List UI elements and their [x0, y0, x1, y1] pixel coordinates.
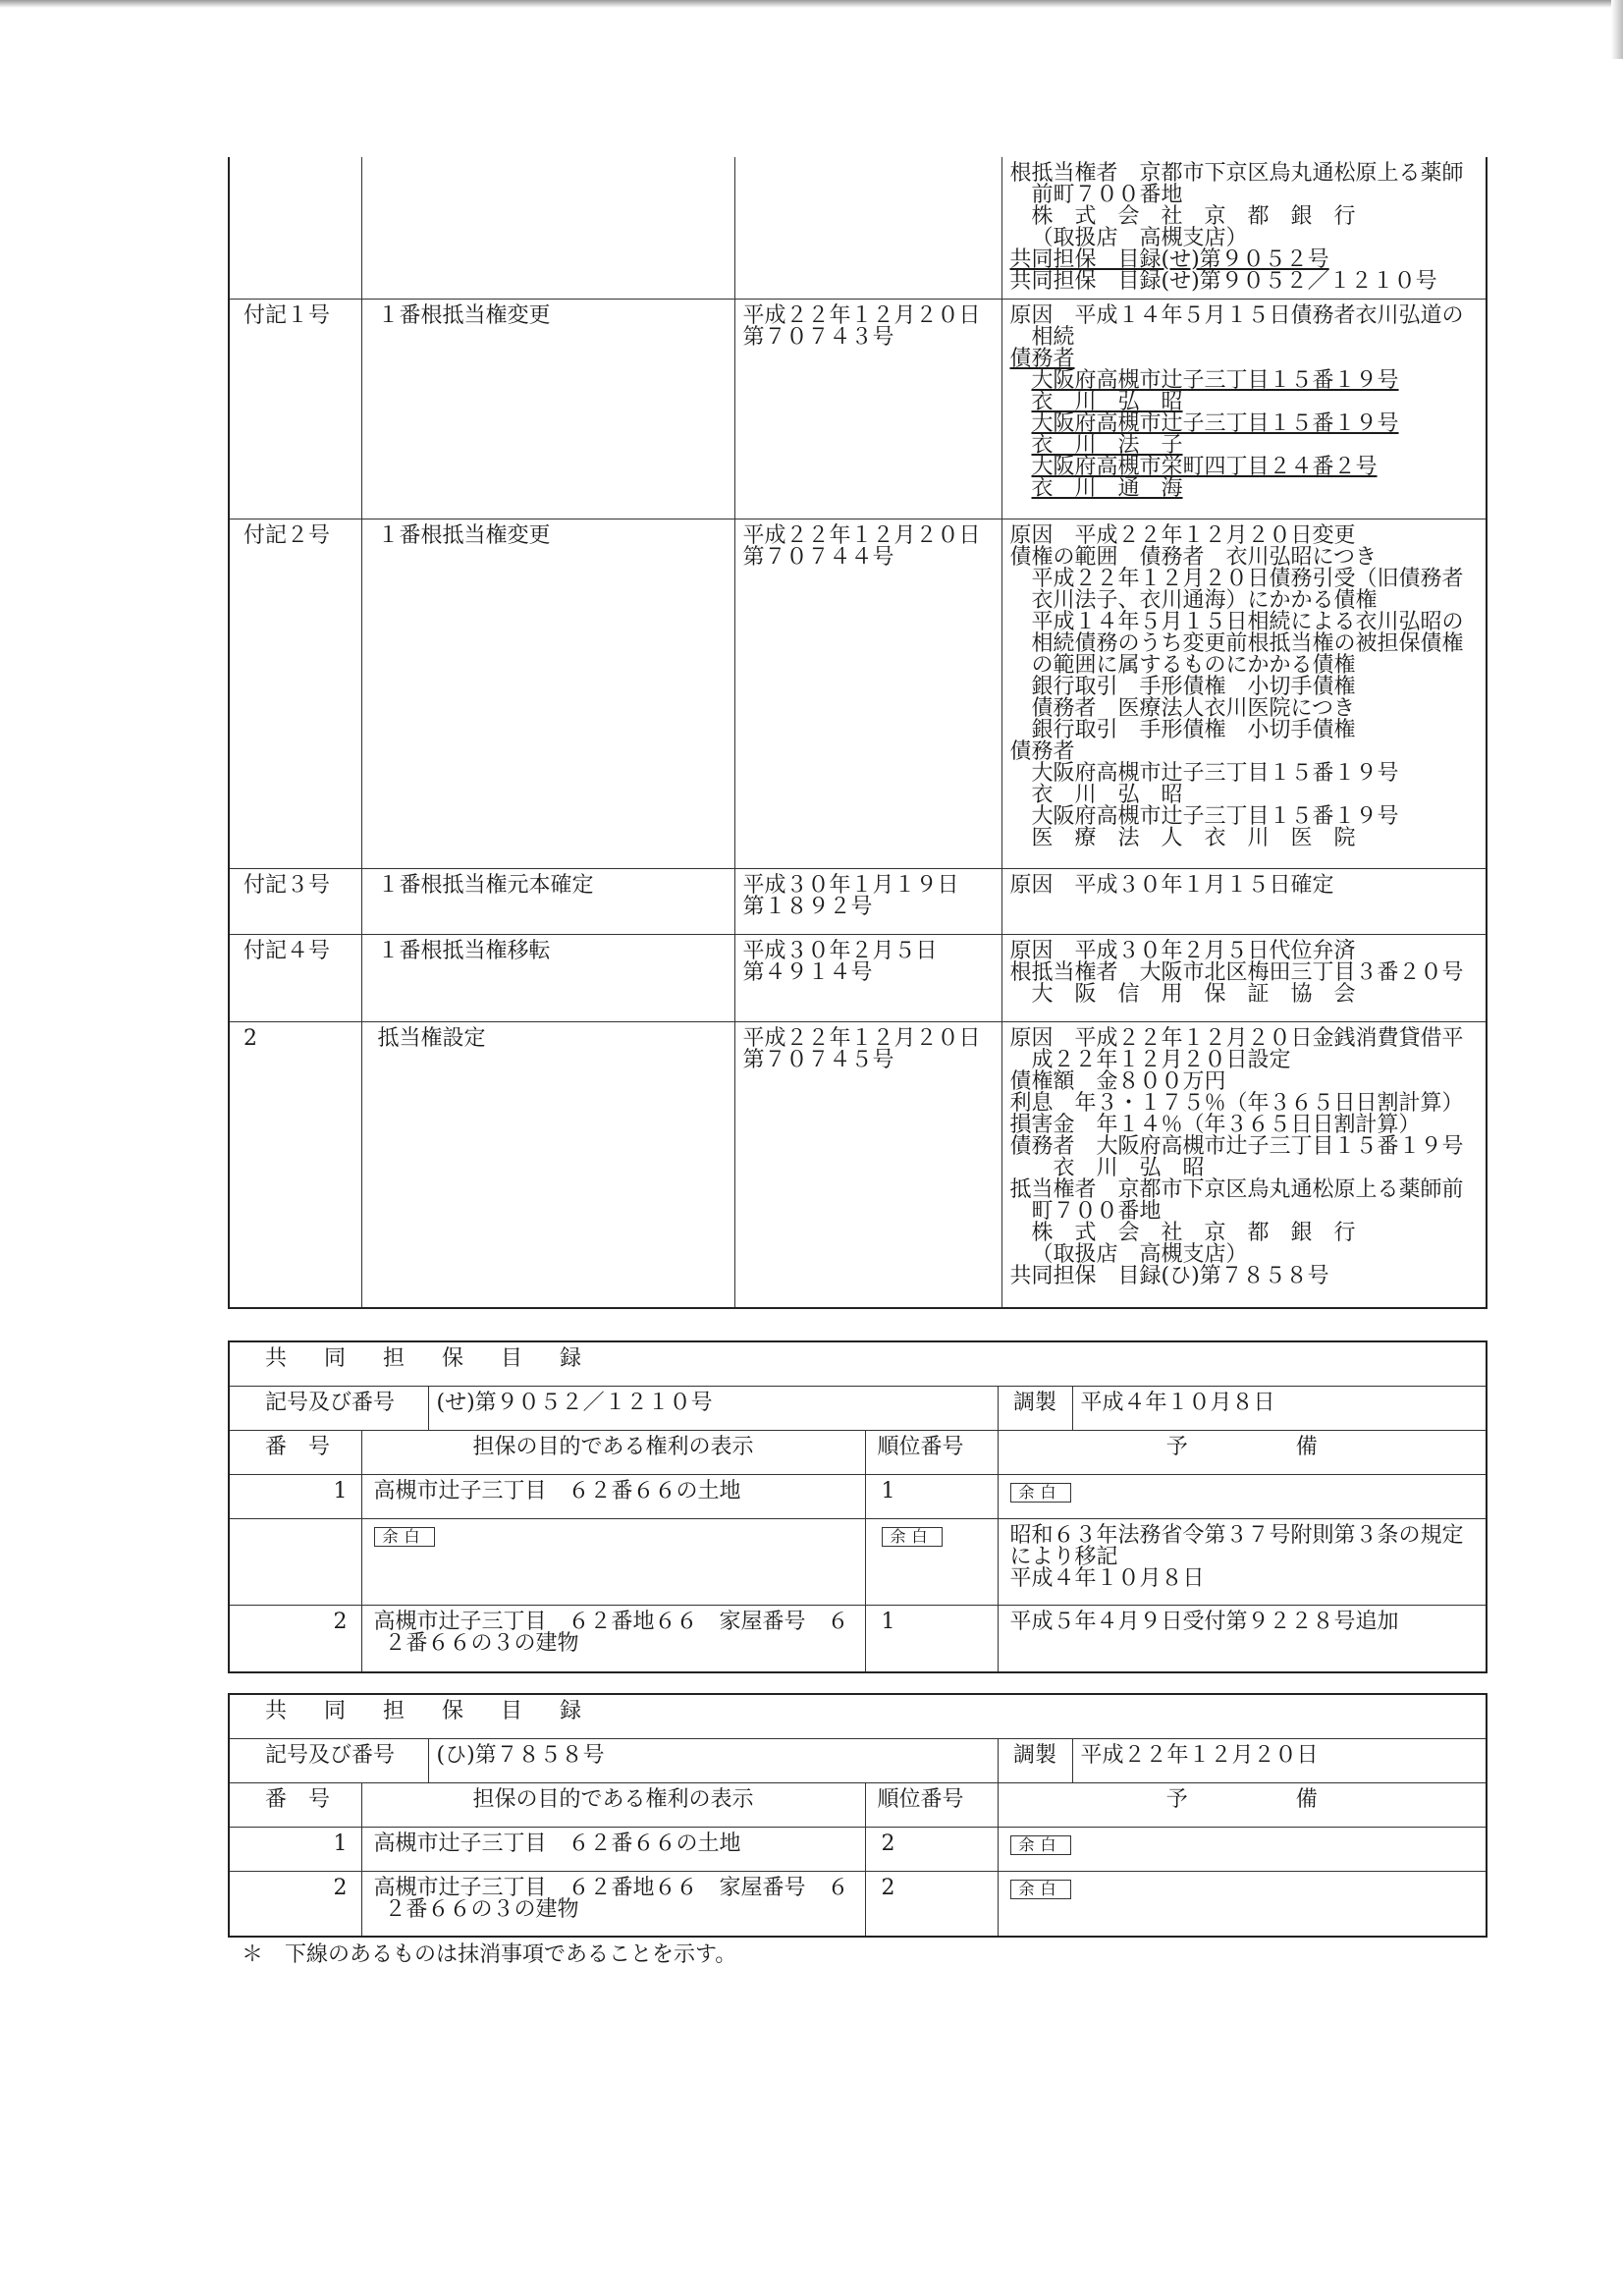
collateral-description [361, 1606, 865, 1672]
description-line: 高槻市辻子三丁目 ６２番６６の土地 [373, 1479, 741, 1503]
joint-collateral-list-2 [228, 1693, 1488, 1938]
entry-number-cell: 付記４号 [229, 935, 361, 1022]
table-row [229, 519, 1487, 869]
detail-text: （取扱店 高槻支店） [1031, 226, 1248, 250]
detail-text: 大阪府高槻市辻子三丁目１５番１９号 [1031, 804, 1399, 829]
description-line: ２番６６の３の建物 [384, 1631, 579, 1656]
collateral-description [361, 1872, 865, 1937]
entry-number-cell: 付記２号 [229, 519, 361, 869]
collateral-remarks [998, 1828, 1487, 1872]
detail-text: 銀行取引 手形債権 小切手債権 [1031, 718, 1356, 742]
detail-line [1010, 1223, 1479, 1244]
table-row [229, 300, 1487, 519]
collateral-description [361, 1519, 865, 1606]
detail-line [1010, 206, 1479, 228]
scan-edge-top [0, 0, 1623, 8]
purpose-cell: １番根抵当権移転 [361, 935, 734, 1022]
prepared-label: 調製 [998, 1739, 1072, 1783]
detail-line [1010, 370, 1479, 392]
collateral-rank [865, 1519, 998, 1606]
rights-table-body [229, 157, 1487, 1308]
collateral-number: 2 [229, 1606, 361, 1672]
blank-stamp: 余白 [882, 1527, 943, 1547]
detail-line [1010, 698, 1479, 720]
detail-line [1010, 305, 1479, 327]
detail-line [1010, 720, 1479, 741]
collateral-rank: 1 [865, 1475, 998, 1519]
detail-line [1010, 1028, 1479, 1050]
detail-line [1010, 1266, 1479, 1287]
detail-line [1010, 633, 1479, 655]
detail-text: 共同担保 目録(ひ)第７８５８号 [1009, 1264, 1329, 1288]
joint-collateral-list-1 [228, 1340, 1488, 1673]
struck-detail-text: 衣 川 法 子 [1031, 433, 1183, 458]
blank-stamp: 余白 [1010, 1835, 1071, 1855]
collateral-remarks [998, 1606, 1487, 1672]
detail-line [1010, 1201, 1479, 1223]
table-row [229, 157, 1487, 300]
detail-text: 銀行取引 手形債権 小切手債権 [1031, 675, 1356, 699]
detail-text: 共同担保 目録(せ)第９０５２／１２１０号 [1009, 269, 1437, 294]
receipt-line: 第７０７４４号 [742, 545, 894, 570]
receipt-cell [734, 1022, 1001, 1308]
detail-line [1010, 828, 1479, 849]
detail-text: 衣 川 弘 昭 [1031, 783, 1183, 807]
details-cell [1001, 300, 1487, 519]
blank-stamp: 余白 [1010, 1880, 1071, 1899]
struck-detail-text: 共同担保 目録(せ)第９０５２号 [1009, 247, 1329, 272]
detail-line [1010, 547, 1479, 569]
collateral-row [229, 1872, 1487, 1937]
receipt-line: 第７０７４５号 [742, 1048, 894, 1072]
remarks-line: 昭和６３年法務省令第３７号附則第３条の規定 [1009, 1523, 1464, 1548]
detail-text: 前町７００番地 [1031, 183, 1183, 207]
receipt-cell [734, 935, 1001, 1022]
detail-text: 利息 年３・１７５％（年３６５日日割計算） [1009, 1091, 1464, 1116]
remarks-line: 平成５年４月９日受付第９２２８号追加 [1009, 1610, 1399, 1634]
entry-number-cell: 2 [229, 1022, 361, 1308]
list-id-row [229, 1387, 1487, 1431]
detail-line [1010, 806, 1479, 828]
collateral-description [361, 1828, 865, 1872]
detail-text: 根抵当権者 京都市下京区烏丸通松原上る薬師 [1009, 161, 1464, 186]
prepared-date: 平成２２年１２月２０日 [1072, 1739, 1487, 1783]
remarks-header: 予 備 [998, 1783, 1487, 1828]
detail-line [1010, 435, 1479, 457]
struck-detail-text: 衣 川 通 海 [1031, 476, 1183, 501]
detail-text: 根抵当権者 大阪市北区梅田三丁目３番２０号 [1009, 960, 1464, 985]
collateral-row [229, 1519, 1487, 1606]
detail-text: 医 療 法 人 衣 川 医 院 [1031, 826, 1356, 850]
detail-text: 株 式 会 社 京 都 銀 行 [1031, 204, 1356, 229]
detail-line [1010, 249, 1479, 271]
detail-line [1010, 941, 1479, 962]
detail-line [1010, 875, 1479, 897]
receipt-line: 平成２２年１２月２０日 [742, 523, 981, 548]
list-title-text: 共同担保目録 [265, 1346, 620, 1371]
detail-text: 大 阪 信 用 保 証 協 会 [1031, 982, 1356, 1007]
detail-text: の範囲に属するものにかかる債権 [1031, 653, 1356, 678]
collateral-description [361, 1475, 865, 1519]
id-value: (ひ)第７８５８号 [428, 1739, 998, 1783]
detail-text: 株 式 会 社 京 都 銀 行 [1031, 1221, 1356, 1245]
detail-text: 原因 平成３０年２月５日代位弁済 [1009, 939, 1356, 963]
description-line: ２番６６の３の建物 [384, 1897, 579, 1922]
detail-line [1010, 763, 1479, 785]
detail-text: 相続 [1031, 325, 1075, 350]
detail-line [1010, 478, 1479, 500]
purpose-cell: １番根抵当権変更 [361, 519, 734, 869]
detail-text: 債務者 大阪府高槻市辻子三丁目１５番１９号 [1009, 1134, 1464, 1159]
entry-number-cell: 付記３号 [229, 869, 361, 935]
blank-stamp: 余白 [1010, 1483, 1071, 1503]
detail-text: 衣川法子、衣川通海）にかかる債権 [1031, 588, 1378, 613]
list-title [229, 1694, 1487, 1739]
list-header-row [229, 1431, 1487, 1475]
detail-line [1010, 569, 1479, 590]
detail-line [1010, 655, 1479, 677]
detail-line [1010, 1158, 1479, 1179]
detail-line [1010, 392, 1479, 413]
list-id-row [229, 1739, 1487, 1783]
detail-text: 債権の範囲 債務者 衣川弘昭につき [1009, 545, 1378, 570]
receipt-cell [734, 300, 1001, 519]
details-cell [1001, 935, 1487, 1022]
description-line: 高槻市辻子三丁目 ６２番地６６ 家屋番号 ６ [373, 1610, 849, 1634]
table-row [229, 1022, 1487, 1308]
receipt-cell [734, 157, 1001, 300]
collateral-rank: 2 [865, 1872, 998, 1937]
remarks-line: により移記 [1009, 1545, 1118, 1569]
detail-line [1010, 1050, 1479, 1071]
detail-text: 債務者 医療法人衣川医院につき [1031, 696, 1356, 721]
purpose-cell: １番根抵当権元本確定 [361, 869, 734, 935]
id-label: 記号及び番号 [229, 1387, 428, 1431]
collateral-rank: 2 [865, 1828, 998, 1872]
joint-collateral-list-2-body [229, 1694, 1487, 1937]
prepared-label: 調製 [998, 1387, 1072, 1431]
detail-text: 原因 平成３０年１月１５日確定 [1009, 873, 1334, 898]
right-description-header: 担保の目的である権利の表示 [361, 1431, 865, 1475]
detail-text: （取扱店 高槻支店） [1031, 1242, 1248, 1267]
detail-line [1010, 271, 1479, 293]
remarks-header: 予 備 [998, 1431, 1487, 1475]
detail-line [1010, 1136, 1479, 1158]
collateral-number [229, 1519, 361, 1606]
purpose-cell: １番根抵当権変更 [361, 300, 734, 519]
collateral-remarks [998, 1475, 1487, 1519]
receipt-line: 平成３０年１月１９日 [742, 873, 959, 898]
collateral-row [229, 1475, 1487, 1519]
detail-line [1010, 163, 1479, 185]
rank-header: 順位番号 [865, 1431, 998, 1475]
detail-text: 大阪府高槻市辻子三丁目１５番１９号 [1031, 761, 1399, 786]
receipt-cell [734, 869, 1001, 935]
joint-collateral-list-1-body [229, 1341, 1487, 1672]
detail-line [1010, 457, 1479, 478]
detail-text: 債権額 金８００万円 [1009, 1069, 1226, 1094]
receipt-line: 第４９１４号 [742, 960, 873, 985]
detail-line [1010, 413, 1479, 435]
detail-line [1010, 1071, 1479, 1093]
collateral-number: 1 [229, 1475, 361, 1519]
detail-text: 債務者 [1009, 739, 1075, 764]
detail-line [1010, 1244, 1479, 1266]
description-line: 高槻市辻子三丁目 ６２番６６の土地 [373, 1831, 741, 1856]
struck-detail-text: 大阪府高槻市栄町四丁目２４番２号 [1031, 455, 1378, 479]
prepared-date: 平成４年１０月８日 [1072, 1387, 1487, 1431]
id-value: (せ)第９０５２／１２１０号 [428, 1387, 998, 1431]
entry-number-cell: 付記１号 [229, 300, 361, 519]
detail-text: 相続債務のうち変更前根抵当権の被担保債権 [1031, 631, 1464, 656]
list-title [229, 1341, 1487, 1387]
detail-text: 衣 川 弘 昭 [1053, 1156, 1205, 1180]
list-title-row [229, 1694, 1487, 1739]
remarks-line: 平成４年１０月８日 [1009, 1566, 1205, 1591]
detail-text: 平成１４年５月１５日相続による衣川弘昭の [1031, 610, 1464, 634]
collateral-remarks [998, 1872, 1487, 1937]
details-cell [1001, 519, 1487, 869]
receipt-line: 第１８９２号 [742, 895, 873, 919]
footnote: ＊ 下線のあるものは抹消事項であることを示す。 [242, 1942, 737, 1967]
purpose-cell [361, 157, 734, 300]
detail-line [1010, 1179, 1479, 1201]
detail-line [1010, 185, 1479, 206]
receipt-line: 平成３０年２月５日 [742, 939, 938, 963]
struck-detail-text: 債務者 [1009, 347, 1075, 371]
receipt-line: 平成２２年１２月２０日 [742, 1026, 981, 1051]
detail-line [1010, 228, 1479, 249]
detail-text: 原因 平成２２年１２月２０日変更 [1009, 523, 1356, 548]
detail-line [1010, 741, 1479, 763]
collateral-remarks [998, 1519, 1487, 1606]
id-label: 記号及び番号 [229, 1739, 428, 1783]
detail-line [1010, 525, 1479, 547]
table-row [229, 869, 1487, 935]
detail-line [1010, 612, 1479, 633]
list-title-row [229, 1341, 1487, 1387]
number-header: 番 号 [229, 1431, 361, 1475]
table-row [229, 935, 1487, 1022]
struck-detail-text: 衣 川 弘 昭 [1031, 390, 1183, 414]
collateral-row [229, 1606, 1487, 1672]
detail-text: 原因 平成２２年１２月２０日金銭消費貸借平 [1009, 1026, 1464, 1051]
detail-line [1010, 677, 1479, 698]
detail-line [1010, 785, 1479, 806]
detail-line [1010, 962, 1479, 984]
collateral-rank: 1 [865, 1606, 998, 1672]
detail-line [1010, 1115, 1479, 1136]
number-header: 番 号 [229, 1783, 361, 1828]
collateral-number: 2 [229, 1872, 361, 1937]
receipt-line: 平成２２年１２月２０日 [742, 303, 981, 328]
detail-text: 損害金 年１４％（年３６５日日割計算） [1009, 1113, 1421, 1137]
receipt-cell [734, 519, 1001, 869]
detail-line [1010, 349, 1479, 370]
list-header-row [229, 1783, 1487, 1828]
detail-text: 抵当権者 京都市下京区烏丸通松原上る薬師前 [1009, 1177, 1464, 1202]
struck-detail-text: 大阪府高槻市辻子三丁目１５番１９号 [1031, 368, 1399, 393]
description-line: 高槻市辻子三丁目 ６２番地６６ 家屋番号 ６ [373, 1876, 849, 1900]
rights-table [228, 157, 1488, 1309]
detail-line [1010, 327, 1479, 349]
scan-edge-right [1611, 0, 1623, 59]
collateral-row [229, 1828, 1487, 1872]
rank-header: 順位番号 [865, 1783, 998, 1828]
details-cell [1001, 1022, 1487, 1308]
collateral-number: 1 [229, 1828, 361, 1872]
detail-text: 成２２年１２月２０日設定 [1031, 1048, 1291, 1072]
struck-detail-text: 大阪府高槻市辻子三丁目１５番１９号 [1031, 411, 1399, 436]
blank-stamp: 余白 [374, 1527, 435, 1547]
right-description-header: 担保の目的である権利の表示 [361, 1783, 865, 1828]
detail-text: 原因 平成１４年５月１５日債務者衣川弘道の [1009, 303, 1464, 328]
detail-line [1010, 984, 1479, 1006]
list-title-text: 共同担保目録 [265, 1699, 620, 1723]
receipt-line: 第７０７４３号 [742, 325, 894, 350]
details-cell [1001, 157, 1487, 300]
detail-text: 平成２２年１２月２０日債務引受（旧債務者 [1031, 567, 1464, 591]
detail-line [1010, 590, 1479, 612]
detail-line [1010, 1093, 1479, 1115]
detail-text: 町７００番地 [1031, 1199, 1162, 1224]
entry-number-cell [229, 157, 361, 300]
purpose-cell: 抵当権設定 [361, 1022, 734, 1308]
details-cell [1001, 869, 1487, 935]
